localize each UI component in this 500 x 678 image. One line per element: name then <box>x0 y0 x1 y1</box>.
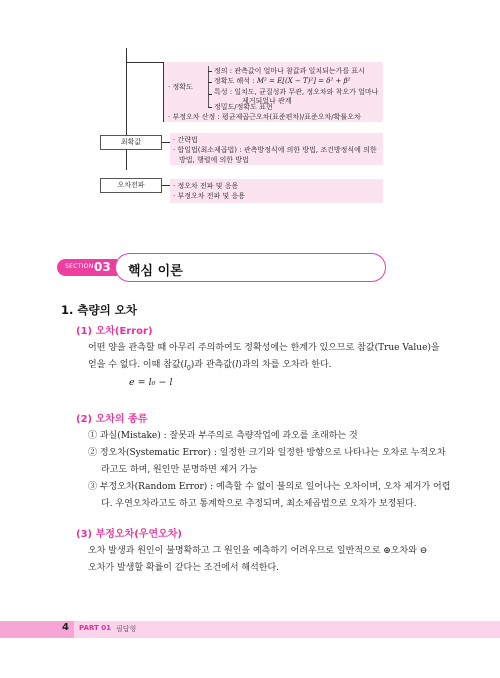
precision-interpretation <box>214 76 350 87</box>
para-text-b: )과 관측값( <box>190 360 236 370</box>
para-text-a: 얻을 수 없다. 이때 참값( <box>88 360 185 370</box>
bracket-tick-1 <box>208 71 212 72</box>
page-number: 4 <box>62 622 69 633</box>
precision-bracket-line <box>163 62 164 122</box>
error-propagation-item-2: · 부정오차 전파 및 응용 <box>173 192 245 200</box>
precision-property-1: 특성 : 일치도, 균질성과 무관, 정오차와 착오가 얼마나 <box>214 88 379 96</box>
bracket-tick-3 <box>208 94 212 95</box>
error-type-item-2-line-2: 라고도 하며, 원인만 분명하면 제거 가능 <box>101 465 258 475</box>
least-value-box: 최확값 <box>100 135 162 150</box>
precision-sub-bracket <box>208 66 209 108</box>
precision-connector <box>126 62 163 63</box>
error-formula: e = l₀ − l <box>129 377 173 388</box>
error-type-item-3-line-1: ③ 부정오차(Random Error) : 예측할 수 없이 불의로 일어나는 오차이며, 오차 제거가 어렵 <box>88 482 451 492</box>
footer-band <box>0 621 500 638</box>
section-badge <box>57 259 117 276</box>
para-symbol-l2: l <box>235 360 239 370</box>
error-type-item-3-line-2: 다. 우연오차라고도 하고 통계학으로 추정되며, 최소제곱법으로 오차가 보정된다. <box>101 499 417 509</box>
subheading-error: (1) 오차(Error) <box>76 326 153 337</box>
part-label: PART 01 <box>79 624 111 632</box>
bracket-tick-2 <box>208 82 212 83</box>
least-value-connector <box>162 142 170 143</box>
interpretation-formula: M² = E[(X − T)²] = δ² + β² <box>256 77 351 85</box>
least-value-item-2-line-1: · 합일법(최소제곱법) : 관측방정식에 의한 방법, 조건방정식에 의한 <box>173 146 377 154</box>
precision-property-2: 제거되었나 관계 <box>242 97 292 105</box>
error-paragraph-line-1: 어떤 양을 관측할 때 아무리 주의하여도 정확성에는 한계가 있으므로 참값(True Value)을 <box>88 343 440 353</box>
error-propagation-box: 오차전파 <box>100 178 162 193</box>
least-value-item-1: · 간략법 <box>173 136 198 144</box>
random-error-paragraph-line-1: 오차 발생과 원인이 불명확하고 그 원인을 예측하기 어려우므로 일반적으로 ⊕오차와 ⊖ <box>88 546 428 556</box>
para-text-c: )과의 차를 오차라 한다. <box>238 360 332 370</box>
precision-relation: 정밀도/정확도 표현 <box>214 103 273 111</box>
random-error-paragraph-line-2: 오차가 발생할 확률이 같다는 조건에서 해석한다. <box>88 563 280 573</box>
error-type-item-1: ① 과실(Mistake) : 잘못과 부주의로 측량작업에 과오를 초래하는 것 <box>88 431 358 441</box>
precision-label: · 정확도 <box>168 83 193 91</box>
bracket-tick-4 <box>208 107 212 108</box>
section-title: 핵심 이론 <box>128 264 183 279</box>
error-type-item-2-line-1: ② 정오차(Systematic Error) : 일정한 크기와 일정한 방향으로 나타나는 오차로 누적오차 <box>88 448 446 458</box>
section-label: SECTION <box>65 263 94 270</box>
heading-error-of-survey: 1. 측량의 오차 <box>61 303 137 317</box>
error-propagation-item-1: · 정오차 전파 및 응용 <box>173 182 239 190</box>
interpretation-label: 정확도 해석 : <box>214 77 257 85</box>
error-propagation-connector <box>162 185 170 186</box>
para-subscript-0: 0 <box>186 364 191 372</box>
error-paragraph-line-2 <box>88 356 332 378</box>
random-error-calc: · 부정오차 산정 : 평균제곱근오차(표준편차)/표준오차/확률오차 <box>168 113 361 121</box>
least-value-item-2-line-2: 방법, 행렬에 의한 방법 <box>179 156 249 164</box>
tree-main-line <box>126 48 127 170</box>
part-title: 필답형 <box>116 625 137 633</box>
section-number: 03 <box>94 260 111 274</box>
section-title-box <box>115 253 386 282</box>
subheading-error-types: (2) 오차의 종류 <box>76 414 148 425</box>
subheading-random-error: (3) 부정오차(우연오차) <box>76 529 183 540</box>
para-symbol-l: l <box>184 360 187 370</box>
precision-definition: 정의 : 관측값이 얼마나 참값과 일치되는가를 표시 <box>214 67 365 75</box>
